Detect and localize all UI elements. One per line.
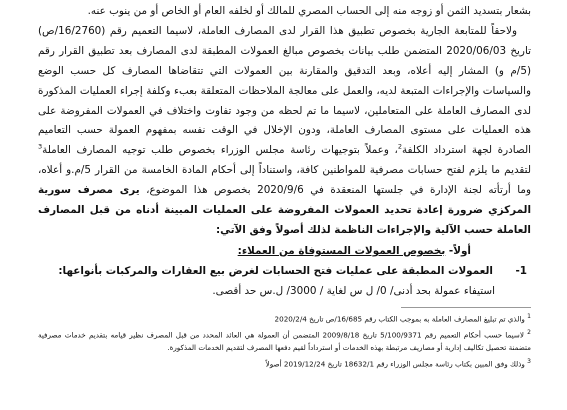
paragraph-0: بشعار بتسديد الثمن أو زوجه منه إلى الحساب المصري للمالك أو لخلفه العام أو الخاص أو من ينوب عنه. [87,5,531,17]
list-item-1 [38,261,531,281]
footnote-3-num: 3 [527,357,531,365]
footnote-2-text: لاسيما حسب أحكام التعميم رقم 5/100/9371 تاريخ 2009/8/18 المتضمن أن العمولة هي العائد المحدد من قبل المصرف نظير قيامه بتقديم خدمات مصرفية متضمنة تحصيل تكاليف إدارية أو مصاريف مرتبطة بهذه الخدمات أو استرداداً لقيم دفعها المصرف لتقديم الخدمات المذكورة. [38,330,531,352]
footnote-2 [38,327,531,353]
footnote-1-num: 1 [527,312,531,320]
paragraph-1-text: ولاحقاً للمتابعة الجارية بخصوص تطبيق هذا القرار لدى المصارف العاملة، لاسيما التعميم رقم (16/2760/ص) تاريخ 2020/06/03 المتضمن طلب بيانات بخصوص مبالغ العمولات المطبقة لدى المصارف بعد تطبيق القرار رقم (5/م و) المشار إليه أعلاه، وبعد التدقيق والمقارنة بين العمولات التي تتقاضاها المصارف كل حسب الوضع والسياسات والإجراءات المتبعة لديه، والعمل على معالجة الملاحظات المتعلقة بعبء وكلفة إجراء العمليات المذكورة لدى المصارف العاملة على المتعاملين، لاسيما ما تم لحظه من وجود تفاوت واختلاف في العمولات المفروضة على هذه العمليات على مستوى المصارف العاملة، ودون الإخلال في الوقت نفسه بمفهوم العمولة حسب التعاميم الصادرة لجهة استرداد الكلفة [38,24,531,157]
paragraph-2-bold: يرى مصرف سورية المركزي ضرورة إعادة تحديد العمولات المفروضة على العمليات المبينة أدناه من قبل المصارف العاملة حسب الآلية والإجراءات الناظمة لذلك أصولاً وفق الآتي: [38,184,531,236]
footnote-3 [38,356,531,370]
footnote-ref-3: 3 [38,142,43,151]
footnote-1-text: والذي تم تبليغ المصارف العاملة به بموجب الكتاب رقم 16/685/ص تاريخ 2020/2/4 [274,314,525,324]
paragraph-2-text-b: لتقديم ما يلزم لفتح حسابات مصرفية للمواطنين كافة، واستناداً إلى أحكام المادة الخامسة من القرار 5/م.و أعلاه، وما أرتأته لجنة الإدارة في جلستها المنعقدة في 2020/9/6 بخصوص هذا الموضوع، [38,164,531,197]
footnotes [38,311,531,370]
section-heading [38,241,531,261]
paragraph-2-text-a: ، وعملاً بتوجيهات رئاسة مجلس الوزراء بخصوص طلب توجيه المصارف العاملة [42,144,398,157]
list-item-1-text: العمولات المطبقة على عمليات فتح الحسابات لغرض بيع العقارات والمركبات بأنواعها: [58,264,493,277]
list-item-1-num: 1- [515,264,527,277]
footnote-1 [38,311,531,325]
footnote-ref-2: 2 [397,142,402,151]
footnote-2-num: 2 [527,329,531,337]
footnote-separator [401,307,531,308]
paragraph-1 [38,22,531,241]
commission-rate-line: استيفاء عمولة بحد أدنى/ 0/ ل س لغاية / 3000/ ل.س حد أقصى. [212,284,495,297]
section-heading-num: أولاً- [448,244,471,257]
footnote-3-text: وذلك وفق المبين بكتاب رئاسة مجلس الوزراء رقم 18632/1 تاريخ 2019/12/24 أصولاً [265,359,525,369]
section-heading-text: بخصوص العمولات المستوفاة من العملاء: [237,244,446,257]
body-text [38,2,531,241]
